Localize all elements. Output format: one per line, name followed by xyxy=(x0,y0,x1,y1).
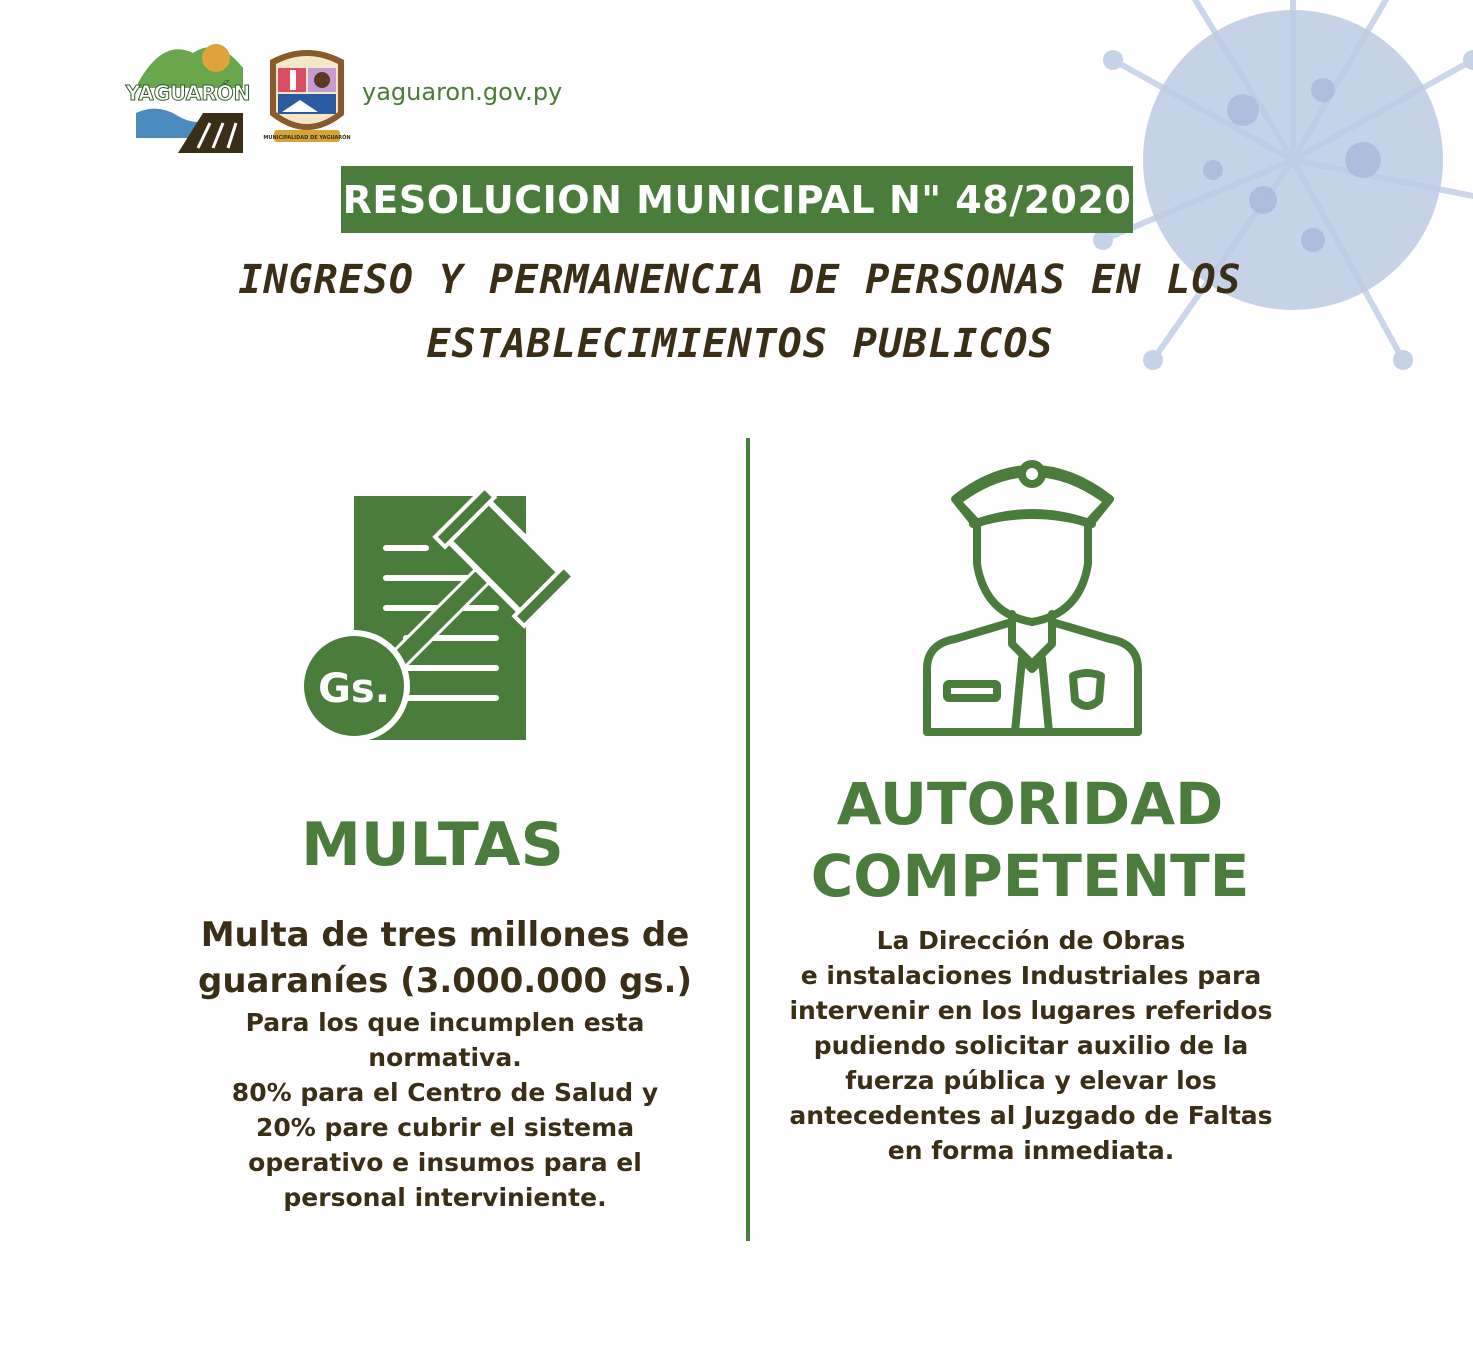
gs-coin-label: Gs. xyxy=(318,666,390,712)
shield-caption: MUNICIPALIDAD DE YAGUARÓN xyxy=(263,135,351,141)
column-divider xyxy=(746,438,750,1241)
yaguaron-logo-text: YAGUARÓN xyxy=(125,81,251,105)
headline: INGRESO Y PERMANENCIA DE PERSONAS EN LOS ESTABLECIMIENTOS PUBLICOS xyxy=(238,257,1242,367)
yaguaron-logo xyxy=(118,28,258,158)
gavel-document-icon xyxy=(296,468,616,748)
resolution-banner: RESOLUCION MUNICIPAL N" 48/2020 xyxy=(341,166,1133,233)
fine-details: Para los que incumplen esta normativa. 80% para el Centro de Salud y 20% pare cubrir el sistema operativo e insumos para el personal interviniente. xyxy=(231,1008,659,1212)
municipal-shield-logo xyxy=(260,40,354,152)
autoridad-details: La Dirección de Obras e instalaciones Industriales para intervenir en los lugares referidos pudiendo solicitar auxilio de la fuerza pública y elevar los antecedentes al Juzgado de Faltas en forma inmediata. xyxy=(789,926,1273,1165)
autoridad-heading: AUTORIDAD COMPETENTE xyxy=(810,770,1250,910)
site-url: yaguaron.gov.py xyxy=(362,78,563,106)
multas-heading: MULTAS xyxy=(301,810,564,880)
fine-amount: Multa de tres millones de guaraníes (3.000.000 gs.) xyxy=(197,915,693,1001)
police-officer-icon xyxy=(915,444,1150,736)
